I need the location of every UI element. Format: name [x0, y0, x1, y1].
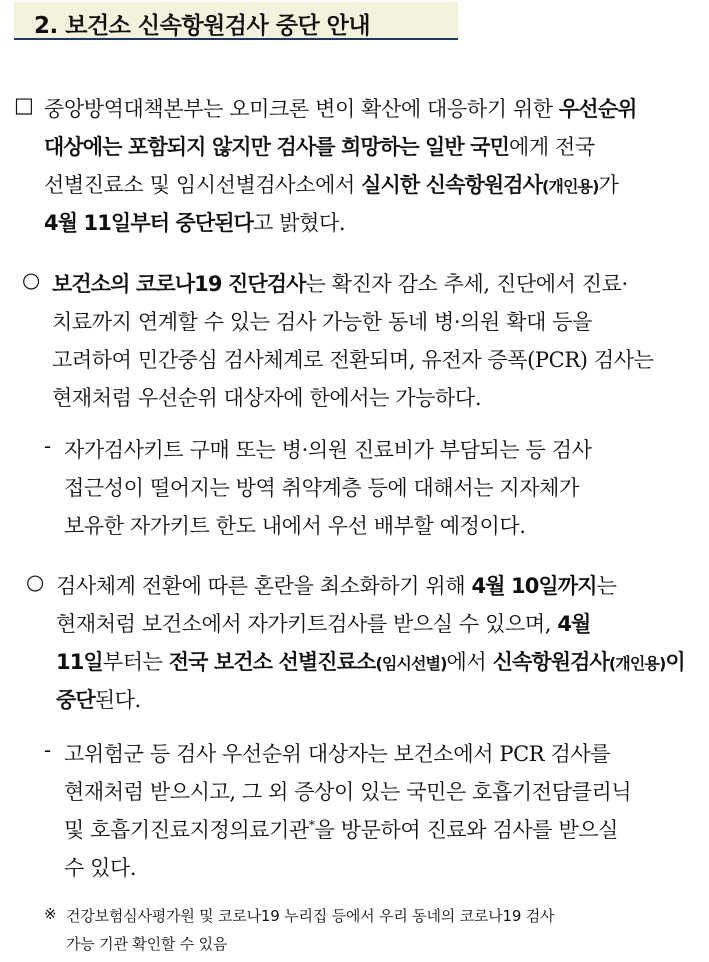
para4-bold-small: (개인용) [608, 654, 666, 673]
para4-line1 [56, 570, 616, 600]
note-reference-icon: ※ [44, 905, 57, 923]
para1-bold-small: (개인용) [542, 177, 599, 196]
dash-bullet-icon: - [44, 738, 52, 762]
circle-bullet-icon: ○ [22, 268, 41, 292]
footnote-asterisk: * [308, 818, 315, 832]
para1-bold: 실시한 신속항원검사 [361, 173, 543, 197]
section-heading: 2. 보건소 신속항원검사 중단 안내 [34, 13, 371, 39]
para4-bold: 4월 10일까지 [471, 574, 597, 598]
note-line1: 건강보험심사평가원 및 코로나19 누리집 등에서 우리 동네의 코로나19 검사 [66, 907, 555, 925]
para2-line4: 현재처럼 우선순위 대상자에 한에서는 가능하다. [52, 386, 482, 410]
para1-bold: 4월 11일부터 중단된다 [44, 211, 254, 235]
para5-line1: 고위험군 등 검사 우선순위 대상자는 보건소에서 PCR 검사를 [64, 742, 611, 766]
para4-text: 부터는 [102, 650, 169, 674]
para5-line4: 수 있다. [64, 856, 137, 880]
para2-line1 [52, 268, 628, 298]
para1-text: 에게 전국 [508, 135, 595, 159]
para4-text: 는 [596, 574, 617, 598]
note-line2: 가능 기관 확인할 수 있음 [66, 935, 228, 953]
para3-line3: 보유한 자가키트 한도 내에서 우선 배부할 예정이다. [64, 514, 526, 538]
para4-bold: 11일 [56, 650, 103, 674]
para4-text: 검사체계 전환에 따른 혼란을 최소화하기 위해 [56, 574, 472, 598]
para4-line3 [56, 646, 685, 676]
para3-line2: 접근성이 떨어지는 방역 취약계층 등에 대해서는 지자체가 [64, 476, 579, 500]
para5-text: 및 호흡기진료지정의료기관 [64, 818, 309, 842]
para4-bold-small: (임시선별) [375, 654, 447, 673]
para2-text: 는 확진자 감소 추세, 진단에서 진료· [305, 272, 628, 296]
para4-bold: 이 [665, 650, 685, 674]
para1-bold: 우선순위 [558, 97, 637, 121]
para4-bold: 중단 [56, 688, 95, 712]
para2-line2: 치료까지 연계할 수 있는 검사 가능한 동네 병·의원 확대 등을 [52, 310, 593, 334]
para1-text: 고 밝혔다. [253, 211, 346, 235]
para1-line2 [44, 131, 595, 161]
para4-text: 된다. [94, 688, 141, 712]
section-heading-box [14, 2, 458, 40]
para1-text: 가 [598, 173, 619, 197]
para5-line2: 현재처럼 받으시고, 그 외 증상이 있는 국민은 호흡기전담클리닉 [64, 780, 632, 804]
para4-line2 [56, 608, 590, 638]
para4-bold: 4월 [557, 612, 591, 636]
para2-bold: 보건소의 코로나19 진단검사 [52, 272, 306, 296]
para5-text: 을 방문하여 진료와 검사를 받으실 [314, 818, 619, 842]
para1-text: 중앙방역대책본부는 오미크론 변이 확산에 대응하기 위한 [44, 97, 559, 121]
para4-bold: 전국 보건소 선별진료소 [168, 650, 376, 674]
para4-line4 [56, 684, 141, 714]
para1-text: 선별진료소 및 임시선별검사소에서 [44, 173, 362, 197]
para4-bold: 신속항원검사 [492, 650, 609, 674]
para1-line1 [44, 93, 636, 123]
para1-bold: 대상에는 포함되지 않지만 검사를 희망하는 일반 국민 [44, 135, 509, 159]
para2-line3: 고려하여 민간중심 검사체계로 전환되며, 유전자 증폭(PCR) 검사는 [52, 348, 654, 372]
dash-bullet-icon: - [44, 434, 52, 458]
para1-line4 [44, 207, 345, 237]
para5-line3 [64, 814, 618, 844]
para3-line1: 자가검사키트 구매 또는 병·의원 진료비가 부담되는 등 검사 [64, 438, 592, 462]
square-bullet-icon: □ [14, 93, 34, 117]
para4-text: 현재처럼 보건소에서 자가키트검사를 받으실 수 있으며, [56, 612, 558, 636]
circle-bullet-icon: ○ [26, 570, 45, 594]
para4-text: 에서 [446, 650, 493, 674]
para1-line3 [44, 169, 618, 199]
